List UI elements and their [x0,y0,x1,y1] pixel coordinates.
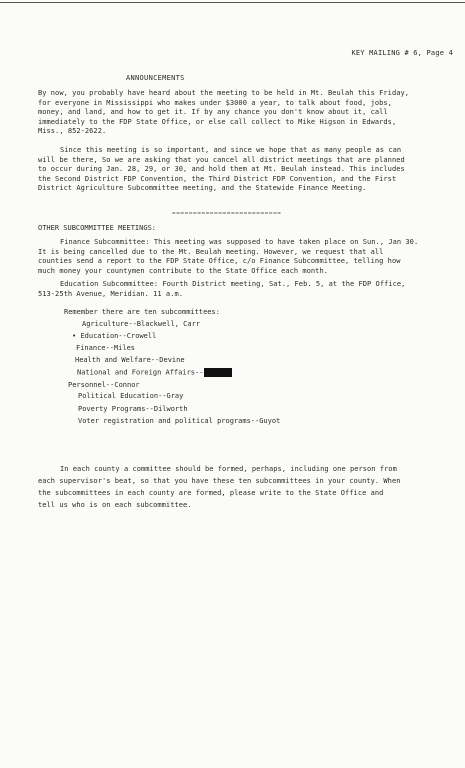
meeting-announcement-paragraph: By now, you probably have heard about the meeting to be held in Mt. Beulah this Friday, for everyone in Mississippi who makes under $3000 a year, to talk about food, jobs, money, and land, and how to get it. If by any chance you don't know about it, call immediately to the FDP State Office, or else call collect to Mike Higson in Edwards, Miss., 852-2622. [38,89,409,136]
list-item-text: Education--Crowell [80,332,157,340]
closing-paragraph: In each county a committee should be formed, perhaps, including one person from each supervisor's beat, so that you have these ten subcommittees in your county. When the subcommittees in each county are formed, please write to the State Office and tell us who is on each subcommittee. [38,465,401,509]
list-item: Finance--Miles [76,344,136,352]
cancel-meetings-paragraph: Since this meeting is so important, and since we hope that as many people as can will be there, So we are asking that you cancel all district meetings that are planned to occur during Jan. 28, 29, or 30, and hold them at Mt. Beulah instead. This includes the Second District FDP Convention, the Third District FDP Convention, and the First District Agriculture Subcommittee meeting, and the Statewide Finance Meeting. [38,146,405,193]
finance-subcommittee-paragraph: Finance Subcommittee: This meeting was supposed to have taken place on Sun., Jan 30. It is being cancelled due to the Mt. Beulah meeting. However, we request that all counties send a report to the FDP State Office, c/o Finance Subcommittee, telling how much money your countymen contribute to the State Office each month. [38,238,419,275]
announcements-heading: ANNOUNCEMENTS [126,74,185,82]
list-item: Political Education--Gray [78,392,184,400]
redaction-block [204,368,232,377]
list-item: Health and Welfare--Devine [75,356,185,364]
list-item: Poverty Programs--Dilworth [78,405,188,413]
education-subcommittee-paragraph: Education Subcommittee: Fourth District meeting, Sat., Feb. 5, at the FDP Office, 513-25th Avenue, Meridian. 11 a.m. [38,280,406,298]
subcommittee-list-intro: Remember there are ten subcommittees: [64,308,220,316]
list-item: • Education--Crowell [72,332,157,340]
separator-line: ========================== [172,210,282,217]
list-item-text: National and Foreign Affairs-- [77,368,204,377]
list-item [77,368,232,377]
list-item: Personnel--Connor [68,381,140,389]
top-border-line [0,2,465,3]
page-reference: KEY MAILING # 6, Page 4 [351,49,453,57]
list-item: Voter registration and political programs--Guyot [78,417,281,425]
other-meetings-heading: OTHER SUBCOMMITTEE MEETINGS: [38,224,157,232]
list-item: Agriculture--Blackwell, Carr [82,320,201,328]
